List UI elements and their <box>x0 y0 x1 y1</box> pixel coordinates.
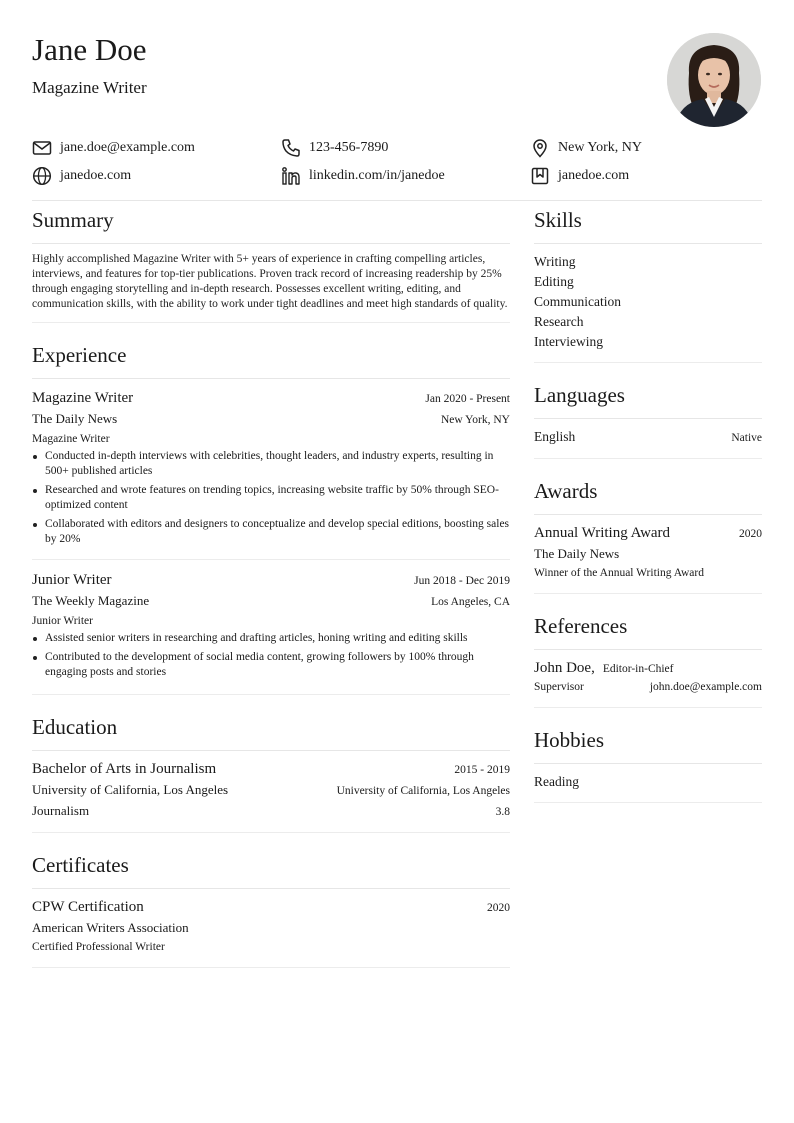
hobbies-section <box>534 724 762 803</box>
reference-relation: Supervisor <box>534 681 584 693</box>
contact-website[interactable] <box>32 166 281 186</box>
gpa: 3.8 <box>495 806 510 818</box>
section-title: Hobbies <box>534 724 762 764</box>
hobby-item: Reading <box>534 774 579 789</box>
job-highlights <box>32 631 510 680</box>
degree-name: Bachelor of Arts in Journalism <box>32 761 217 777</box>
contact-website-text: janedoe.com <box>60 168 132 183</box>
summary-text: Highly accomplished Magazine Writer with 5+ years of experience in crafting compelling articles, interviews, and features for top-tier publications. Proven track record of increasing readership by 25% through engaging storytelling and in-depth research. Possesses excellent writing, editing, and communication skills, with the ability to work under tight deadlines and meet high standards of quality. <box>32 253 508 310</box>
reference-name: John Doe, <box>534 660 595 676</box>
education-dates: 2015 - 2019 <box>454 764 510 776</box>
skill-item: Communication <box>534 294 621 309</box>
job-title: Junior Writer <box>32 572 112 588</box>
reference-position: Editor-in-Chief <box>602 663 674 675</box>
company-name: The Weekly Magazine <box>32 593 150 608</box>
field-of-study: Journalism <box>32 803 90 818</box>
certificate-year: 2020 <box>487 902 510 914</box>
mail-icon <box>32 138 52 158</box>
contact-linkedin[interactable] <box>281 166 530 186</box>
reference-email[interactable]: john.doe@example.com <box>649 681 762 693</box>
award-name: Annual Writing Award <box>534 525 671 541</box>
certificates-section <box>32 849 510 968</box>
school-name: University of California, Los Angeles <box>32 782 229 797</box>
list-item: Collaborated with editors and designers to conceptualize and develop special editions, boosting sales by 20% <box>45 518 510 545</box>
header-divider <box>32 200 762 201</box>
list-item: Conducted in-depth interviews with celebrities, thought leaders, and industry experts, resulting in 500+ published articles <box>45 449 510 479</box>
company-name: The Daily News <box>32 411 118 426</box>
linkedin-icon <box>281 166 301 186</box>
candidate-name: Jane Doe <box>32 32 147 67</box>
experience-entry <box>32 387 510 547</box>
skill-item: Interviewing <box>534 334 603 349</box>
references-section <box>534 610 762 708</box>
skill-item: Writing <box>534 254 576 269</box>
job-highlights <box>32 449 510 547</box>
award-description: Winner of the Annual Writing Award <box>534 567 704 579</box>
job-dates: Jun 2018 - Dec 2019 <box>414 575 510 587</box>
contact-email-text: jane.doe@example.com <box>60 140 195 155</box>
job-dates: Jan 2020 - Present <box>425 393 510 405</box>
section-title: Awards <box>534 475 762 515</box>
section-title: Languages <box>534 379 762 419</box>
section-title: Education <box>32 711 510 751</box>
side-column <box>534 204 762 819</box>
contact-info <box>32 134 762 190</box>
section-title: Experience <box>32 339 510 379</box>
education-section <box>32 711 510 833</box>
globe-icon <box>32 166 52 186</box>
portfolio-bookmark-icon <box>530 166 550 186</box>
contact-location <box>530 138 762 158</box>
certificate-issuer: American Writers Association <box>32 920 189 935</box>
contact-portfolio-text: janedoe.com <box>558 168 630 183</box>
experience-section <box>32 339 510 695</box>
list-item: Assisted senior writers in researching and drafting articles, honing writing and editing skills <box>45 631 510 646</box>
school-name-right: University of California, Los Angeles <box>336 785 510 797</box>
awards-section <box>534 475 762 594</box>
languages-section <box>534 379 762 459</box>
candidate-role: Magazine Writer <box>32 78 147 97</box>
experience-entry <box>32 559 510 680</box>
location-pin-icon <box>530 138 550 158</box>
summary-section <box>32 204 510 323</box>
contact-email[interactable] <box>32 138 281 158</box>
section-title: Summary <box>32 204 510 244</box>
list-item: Researched and wrote features on trending topics, increasing website traffic by 50% through SEO-optimized content <box>45 483 510 513</box>
award-year: 2020 <box>739 528 762 540</box>
job-subtitle: Junior Writer <box>32 615 93 627</box>
job-location: Los Angeles, CA <box>431 596 510 608</box>
job-location: New York, NY <box>440 414 510 426</box>
phone-icon <box>281 138 301 158</box>
profile-photo <box>667 33 761 127</box>
avatar <box>667 33 761 127</box>
language-level: Native <box>731 432 762 444</box>
skill-item: Editing <box>534 274 574 289</box>
section-title: Certificates <box>32 849 510 889</box>
contact-location-text: New York, NY <box>558 140 643 155</box>
job-subtitle: Magazine Writer <box>32 433 110 445</box>
list-item: Contributed to the development of social media content, growing followers by 100% through engaging posts and stories <box>45 650 510 680</box>
contact-phone[interactable] <box>281 138 530 158</box>
certificate-name: CPW Certification <box>32 899 144 915</box>
section-title: Skills <box>534 204 762 244</box>
contact-portfolio[interactable] <box>530 166 762 186</box>
contact-linkedin-text: linkedin.com/in/janedoe <box>309 168 445 183</box>
section-title: References <box>534 610 762 650</box>
job-title: Magazine Writer <box>32 390 134 406</box>
contact-phone-text: 123-456-7890 <box>309 140 389 155</box>
skills-section <box>534 204 762 363</box>
main-column <box>32 204 510 984</box>
award-issuer: The Daily News <box>534 546 620 561</box>
certificate-description: Certified Professional Writer <box>32 941 165 953</box>
language-name: English <box>534 429 576 444</box>
skill-item: Research <box>534 314 584 329</box>
